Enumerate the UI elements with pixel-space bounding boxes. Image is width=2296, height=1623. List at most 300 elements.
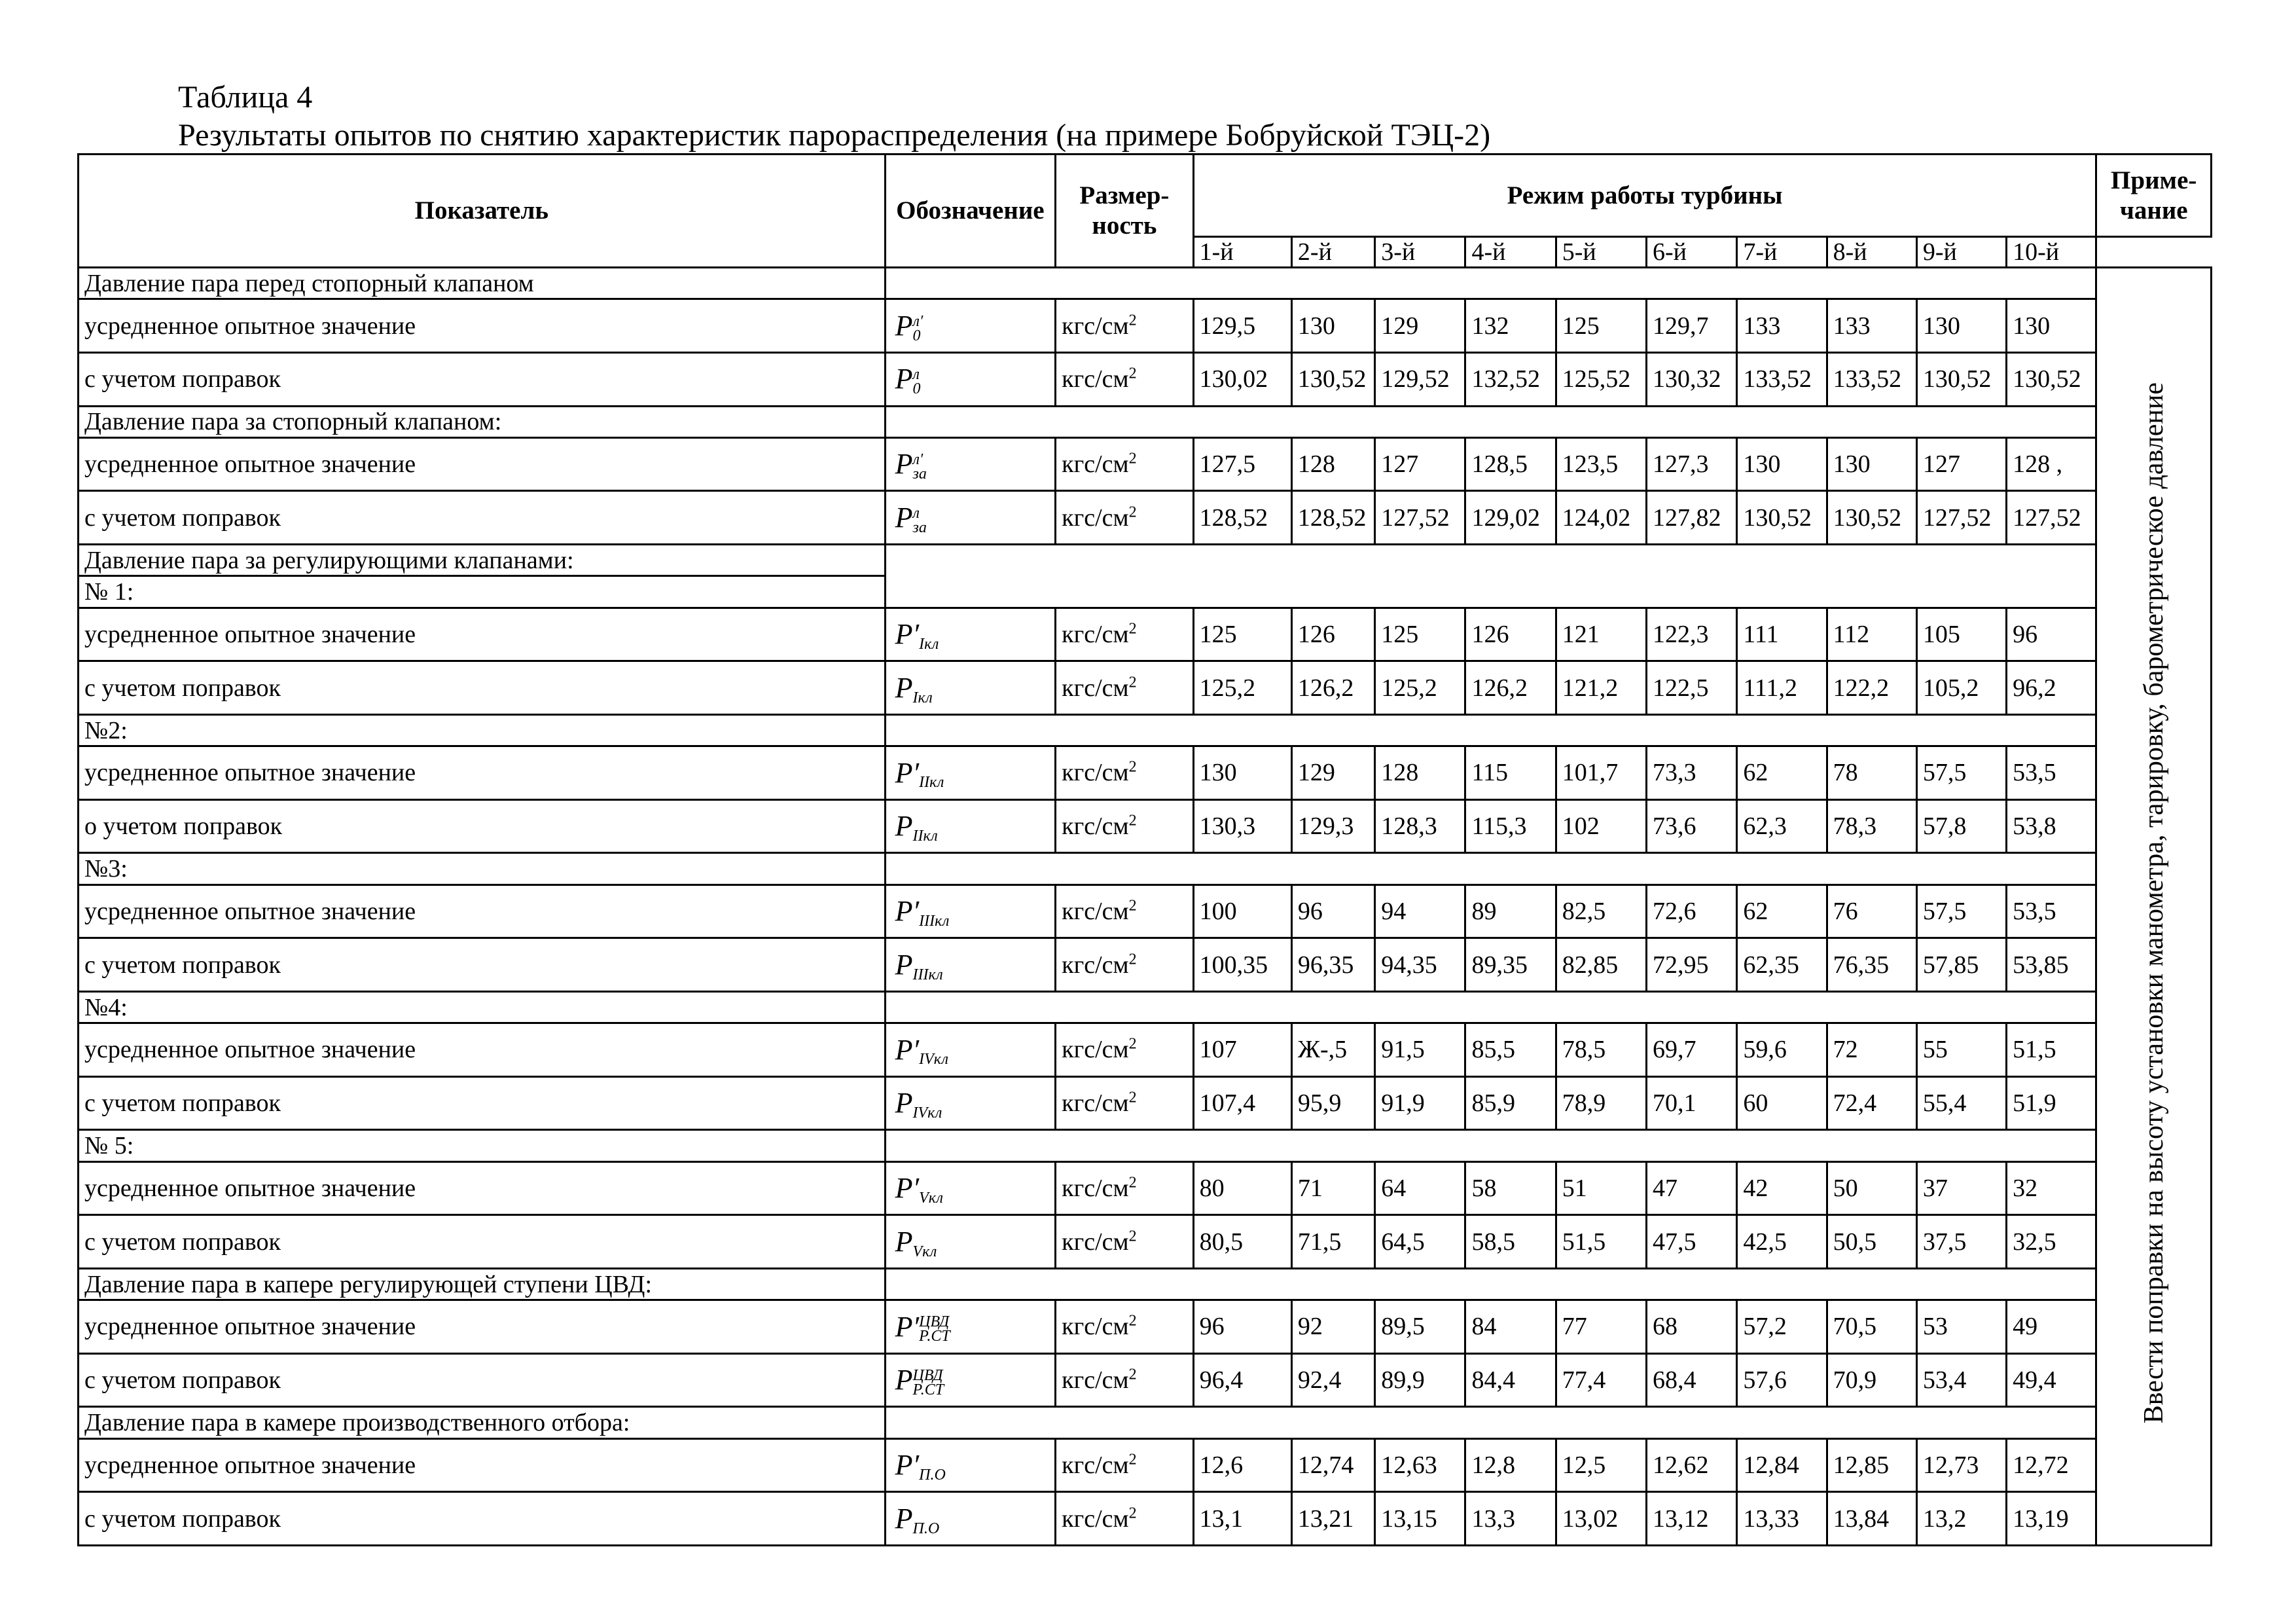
unit-text: кгс/см xyxy=(1062,1089,1129,1118)
row-label: с учетом поправок xyxy=(79,938,886,992)
symbol-main: P xyxy=(895,948,913,981)
unit-text: кгс/см xyxy=(1062,503,1129,532)
group-blank xyxy=(885,406,2096,437)
symbol-main: P xyxy=(895,448,913,481)
row-symbol xyxy=(885,1023,1056,1077)
value-cell: 77 xyxy=(1556,1300,1646,1354)
table-row xyxy=(79,884,2212,938)
unit-text: кгс/см xyxy=(1062,1228,1129,1256)
value-cell: 132 xyxy=(1465,299,1556,353)
value-cell: 130,52 xyxy=(1291,352,1374,406)
group-title: Давление пара за регулирующими клапанами: xyxy=(79,545,886,576)
value-cell: 68,4 xyxy=(1647,1353,1737,1407)
value-cell: 121 xyxy=(1556,608,1646,661)
value-cell: 62,3 xyxy=(1737,799,1827,853)
row-label: с учетом поправок xyxy=(79,491,886,545)
value-cell: 55 xyxy=(1916,1023,2006,1077)
row-label: с учетом поправок xyxy=(79,1076,886,1130)
value-cell: 50 xyxy=(1827,1161,1916,1215)
group-title: №4: xyxy=(79,991,886,1023)
value-cell: 123,5 xyxy=(1556,437,1646,491)
value-cell: 62 xyxy=(1737,746,1827,800)
group-title: Давление пара в капере регулирующей ступени ЦВД: xyxy=(79,1268,886,1300)
unit-exponent: 2 xyxy=(1128,1366,1137,1383)
symbol-main: P′ xyxy=(895,895,920,928)
value-cell: 12,72 xyxy=(2007,1438,2096,1492)
value-cell: 89 xyxy=(1465,884,1556,938)
value-cell: 124,02 xyxy=(1556,491,1646,545)
symbol-main: P xyxy=(895,309,913,342)
value-cell: 129,52 xyxy=(1375,352,1465,406)
unit-text: кгс/см xyxy=(1062,674,1129,702)
row-unit xyxy=(1056,1076,1193,1130)
unit-exponent: 2 xyxy=(1128,1089,1137,1106)
value-cell: 37,5 xyxy=(1916,1215,2006,1269)
row-unit xyxy=(1056,437,1193,491)
value-cell: 84 xyxy=(1465,1300,1556,1354)
value-cell: 72,6 xyxy=(1647,884,1737,938)
value-cell: 133,52 xyxy=(1737,352,1827,406)
value-cell: 57,85 xyxy=(1916,938,2006,992)
value-cell: 128 xyxy=(1291,437,1374,491)
value-cell: 130 xyxy=(1291,299,1374,353)
note-cell xyxy=(2096,268,2212,1546)
value-cell: 51,9 xyxy=(2007,1076,2096,1130)
unit-exponent: 2 xyxy=(1128,897,1137,915)
value-cell: 84,4 xyxy=(1465,1353,1556,1407)
unit-exponent: 2 xyxy=(1128,673,1137,691)
value-cell: 130,52 xyxy=(1916,352,2006,406)
row-unit xyxy=(1056,746,1193,800)
unit-text: кгс/см xyxy=(1062,1036,1129,1064)
value-cell: 57,2 xyxy=(1737,1300,1827,1354)
value-cell: 62 xyxy=(1737,884,1827,938)
unit-text: кгс/см xyxy=(1062,812,1129,841)
value-cell: 70,1 xyxy=(1647,1076,1737,1130)
unit-exponent: 2 xyxy=(1128,1227,1137,1245)
value-cell: 127,5 xyxy=(1193,437,1291,491)
value-cell: 55,4 xyxy=(1916,1076,2006,1130)
value-cell: 92 xyxy=(1291,1300,1374,1354)
value-cell: 122,5 xyxy=(1647,661,1737,715)
symbol-subscript: IVкл xyxy=(912,1104,942,1122)
row-unit xyxy=(1056,491,1193,545)
mode-header-cell: 5-й xyxy=(1556,237,1646,268)
row-label: усредненное опытное значение xyxy=(79,437,886,491)
value-cell: 128,3 xyxy=(1375,799,1465,853)
value-cell: 95,9 xyxy=(1291,1076,1374,1130)
symbol-subscript: за xyxy=(912,465,927,483)
value-cell: 32 xyxy=(2007,1161,2096,1215)
row-label: усредненное опытное значение xyxy=(79,1023,886,1077)
value-cell: 130,52 xyxy=(2007,352,2096,406)
row-symbol xyxy=(885,938,1056,992)
group-blank xyxy=(885,853,2096,884)
table-row xyxy=(79,1215,2212,1269)
group-blank xyxy=(885,545,2096,608)
row-symbol xyxy=(885,746,1056,800)
value-cell: 53,4 xyxy=(1916,1353,2006,1407)
symbol-superscript: л xyxy=(912,366,920,384)
value-cell: 111 xyxy=(1737,608,1827,661)
value-cell: 62,35 xyxy=(1737,938,1827,992)
symbol-main: P′ xyxy=(895,1033,920,1066)
value-cell: 112 xyxy=(1827,608,1916,661)
value-cell: 133 xyxy=(1827,299,1916,353)
symbol-subscript: IIIкл xyxy=(912,966,943,983)
value-cell: 128,5 xyxy=(1465,437,1556,491)
value-cell: 13,21 xyxy=(1291,1492,1374,1546)
value-cell: 53 xyxy=(1916,1300,2006,1354)
value-cell: 107 xyxy=(1193,1023,1291,1077)
row-symbol xyxy=(885,1161,1056,1215)
value-cell: 128,52 xyxy=(1291,491,1374,545)
row-label: усредненное опытное значение xyxy=(79,608,886,661)
value-cell: 125 xyxy=(1193,608,1291,661)
unit-exponent: 2 xyxy=(1128,1451,1137,1468)
row-unit xyxy=(1056,352,1193,406)
value-cell: 70,5 xyxy=(1827,1300,1916,1354)
value-cell: 76,35 xyxy=(1827,938,1916,992)
value-cell: 130,32 xyxy=(1647,352,1737,406)
value-cell: 101,7 xyxy=(1556,746,1646,800)
row-symbol xyxy=(885,1492,1056,1546)
row-label: усредненное опытное значение xyxy=(79,1438,886,1492)
row-symbol xyxy=(885,1300,1056,1354)
symbol-main: P xyxy=(895,810,913,843)
row-symbol xyxy=(885,1215,1056,1269)
value-cell: 122,3 xyxy=(1647,608,1737,661)
row-symbol xyxy=(885,1438,1056,1492)
value-cell: 130 xyxy=(1193,746,1291,800)
value-cell: 51,5 xyxy=(1556,1215,1646,1269)
value-cell: 85,5 xyxy=(1465,1023,1556,1077)
value-cell: 13,1 xyxy=(1193,1492,1291,1546)
mode-header-cell: 4-й xyxy=(1465,237,1556,268)
value-cell: 49,4 xyxy=(2007,1353,2096,1407)
value-cell: 12,73 xyxy=(1916,1438,2006,1492)
group-blank xyxy=(885,1407,2096,1438)
value-cell: 127,52 xyxy=(1375,491,1465,545)
value-cell: 78,5 xyxy=(1556,1023,1646,1077)
mode-header-cell: 10-й xyxy=(2007,237,2096,268)
group-blank xyxy=(885,1268,2096,1300)
row-symbol xyxy=(885,1076,1056,1130)
value-cell: 80,5 xyxy=(1193,1215,1291,1269)
value-cell: 125,2 xyxy=(1375,661,1465,715)
row-label: усредненное опытное значение xyxy=(79,1161,886,1215)
row-label: о учетом поправок xyxy=(79,799,886,853)
value-cell: 13,2 xyxy=(1916,1492,2006,1546)
value-cell: 12,63 xyxy=(1375,1438,1465,1492)
symbol-main: P xyxy=(895,1364,913,1396)
value-cell: 12,74 xyxy=(1291,1438,1374,1492)
row-symbol xyxy=(885,299,1056,353)
symbol-main: P′ xyxy=(895,1449,920,1482)
row-unit xyxy=(1056,1023,1193,1077)
value-cell: 64,5 xyxy=(1375,1215,1465,1269)
unit-exponent: 2 xyxy=(1128,450,1137,467)
unit-exponent: 2 xyxy=(1128,1174,1137,1192)
value-cell: 111,2 xyxy=(1737,661,1827,715)
mode-header-cell: 7-й xyxy=(1737,237,1827,268)
row-unit xyxy=(1056,1353,1193,1407)
value-cell: 13,15 xyxy=(1375,1492,1465,1546)
value-cell: 127 xyxy=(1916,437,2006,491)
value-cell: 13,33 xyxy=(1737,1492,1827,1546)
value-cell: 126,2 xyxy=(1465,661,1556,715)
symbol-main: P xyxy=(895,1087,913,1120)
row-unit xyxy=(1056,799,1193,853)
value-cell: 130,3 xyxy=(1193,799,1291,853)
symbol-subscript: Р.СТ xyxy=(912,1381,944,1398)
value-cell: 72,4 xyxy=(1827,1076,1916,1130)
row-symbol xyxy=(885,1353,1056,1407)
value-cell: 51 xyxy=(1556,1161,1646,1215)
value-cell: 115 xyxy=(1465,746,1556,800)
value-cell: 53,5 xyxy=(2007,884,2096,938)
value-cell: 128 xyxy=(1375,746,1465,800)
table-row xyxy=(79,1353,2212,1407)
row-unit xyxy=(1056,1438,1193,1492)
value-cell: 127,3 xyxy=(1647,437,1737,491)
table-row xyxy=(79,299,2212,353)
value-cell: 91,9 xyxy=(1375,1076,1465,1130)
unit-text: кгс/см xyxy=(1062,1504,1129,1533)
value-cell: 80 xyxy=(1193,1161,1291,1215)
table-row xyxy=(79,1076,2212,1130)
value-cell: 85,9 xyxy=(1465,1076,1556,1130)
value-cell: 32,5 xyxy=(2007,1215,2096,1269)
value-cell: 42,5 xyxy=(1737,1215,1827,1269)
unit-text: кгс/см xyxy=(1062,1366,1129,1395)
group-title: №3: xyxy=(79,853,886,884)
value-cell: 129 xyxy=(1375,299,1465,353)
value-cell: 96,2 xyxy=(2007,661,2096,715)
unit-text: кгс/см xyxy=(1062,1313,1129,1341)
symbol-subscript: Iкл xyxy=(919,635,939,653)
value-cell: 130,02 xyxy=(1193,352,1291,406)
table-row xyxy=(79,1300,2212,1354)
value-cell: 94 xyxy=(1375,884,1465,938)
value-cell: 71,5 xyxy=(1291,1215,1374,1269)
unit-text: кгс/см xyxy=(1062,759,1129,787)
value-cell: 77,4 xyxy=(1556,1353,1646,1407)
table-title: Результаты опытов по снятию характеристик парораспределения (на примере Бобруйской ТЭЦ-2) xyxy=(178,118,1491,153)
unit-exponent: 2 xyxy=(1128,1035,1137,1053)
value-cell: 12,8 xyxy=(1465,1438,1556,1492)
value-cell: 94,35 xyxy=(1375,938,1465,992)
table-row xyxy=(79,437,2212,491)
row-unit xyxy=(1056,661,1193,715)
value-cell: 64 xyxy=(1375,1161,1465,1215)
group-title: №2: xyxy=(79,714,886,746)
symbol-main: P xyxy=(895,1225,913,1258)
value-cell: 53,85 xyxy=(2007,938,2096,992)
symbol-main: P′ xyxy=(895,1310,920,1343)
value-cell: 125 xyxy=(1556,299,1646,353)
value-cell: 51,5 xyxy=(2007,1023,2096,1077)
row-unit xyxy=(1056,1300,1193,1354)
symbol-main: P xyxy=(895,1502,913,1535)
value-cell: 89,5 xyxy=(1375,1300,1465,1354)
row-symbol xyxy=(885,352,1056,406)
row-unit xyxy=(1056,884,1193,938)
group-title: Давление пара в камере производственного отбора: xyxy=(79,1407,886,1438)
row-label: усредненное опытное значение xyxy=(79,884,886,938)
symbol-superscript: ЦВД xyxy=(912,1367,943,1384)
table-row xyxy=(79,661,2212,715)
row-symbol xyxy=(885,608,1056,661)
value-cell: 13,12 xyxy=(1647,1492,1737,1546)
row-symbol xyxy=(885,661,1056,715)
value-cell: 13,02 xyxy=(1556,1492,1646,1546)
value-cell: 96,4 xyxy=(1193,1353,1291,1407)
value-cell: 53,8 xyxy=(2007,799,2096,853)
value-cell: 82,85 xyxy=(1556,938,1646,992)
value-cell: 73,3 xyxy=(1647,746,1737,800)
table-row xyxy=(79,1438,2212,1492)
header-mode: Режим работы турбины xyxy=(1193,155,2096,237)
symbol-subscript: Р.СТ xyxy=(919,1328,950,1345)
row-label: с учетом поправок xyxy=(79,1492,886,1546)
value-cell: 76 xyxy=(1827,884,1916,938)
row-unit xyxy=(1056,1492,1193,1546)
value-cell: 129,02 xyxy=(1465,491,1556,545)
value-cell: 13,84 xyxy=(1827,1492,1916,1546)
value-cell: 47,5 xyxy=(1647,1215,1737,1269)
value-cell: 130 xyxy=(1827,437,1916,491)
row-unit xyxy=(1056,1161,1193,1215)
row-symbol xyxy=(885,491,1056,545)
mode-header-cell: 3-й xyxy=(1375,237,1465,268)
unit-exponent: 2 xyxy=(1128,950,1137,968)
value-cell: 89,9 xyxy=(1375,1353,1465,1407)
group-title: Давление пара перед стопорный клапаном xyxy=(79,268,886,299)
value-cell: 13,19 xyxy=(2007,1492,2096,1546)
symbol-main: P′ xyxy=(895,618,920,651)
symbol-superscript: ЦВД xyxy=(919,1313,950,1331)
value-cell: 130,52 xyxy=(1827,491,1916,545)
value-cell: 57,6 xyxy=(1737,1353,1827,1407)
symbol-main: P′ xyxy=(895,1172,920,1205)
value-cell: 12,5 xyxy=(1556,1438,1646,1492)
value-cell: 125 xyxy=(1375,608,1465,661)
value-cell: 12,84 xyxy=(1737,1438,1827,1492)
table-row xyxy=(79,799,2212,853)
value-cell: 122,2 xyxy=(1827,661,1916,715)
value-cell: 126 xyxy=(1465,608,1556,661)
value-cell: 57,5 xyxy=(1916,884,2006,938)
symbol-superscript: л′ xyxy=(912,451,924,469)
header-note: Приме-чание xyxy=(2096,155,2212,237)
value-cell: 130,52 xyxy=(1737,491,1827,545)
group-blank xyxy=(885,714,2096,746)
row-label: с учетом поправок xyxy=(79,1215,886,1269)
unit-exponent: 2 xyxy=(1128,812,1137,830)
value-cell: 59,6 xyxy=(1737,1023,1827,1077)
symbol-subscript: 0 xyxy=(912,380,921,398)
value-cell: 13,3 xyxy=(1465,1492,1556,1546)
value-cell: 128 , xyxy=(2007,437,2096,491)
table-row xyxy=(79,1161,2212,1215)
unit-text: кгс/см xyxy=(1062,1451,1129,1479)
value-cell: 82,5 xyxy=(1556,884,1646,938)
value-cell: 50,5 xyxy=(1827,1215,1916,1269)
value-cell: 42 xyxy=(1737,1161,1827,1215)
mode-header-cell: 1-й xyxy=(1193,237,1291,268)
value-cell: 96 xyxy=(1193,1300,1291,1354)
value-cell: 89,35 xyxy=(1465,938,1556,992)
symbol-subscript: Vкл xyxy=(919,1189,943,1207)
value-cell: 58,5 xyxy=(1465,1215,1556,1269)
value-cell: 37 xyxy=(1916,1161,2006,1215)
row-label: с учетом поправок xyxy=(79,661,886,715)
value-cell: 125,52 xyxy=(1556,352,1646,406)
symbol-main: P′ xyxy=(895,756,920,789)
value-cell: 96 xyxy=(2007,608,2096,661)
row-label: с учетом поправок xyxy=(79,352,886,406)
value-cell: 127,82 xyxy=(1647,491,1737,545)
value-cell: 128,52 xyxy=(1193,491,1291,545)
value-cell: 133 xyxy=(1737,299,1827,353)
row-unit xyxy=(1056,608,1193,661)
group-subtitle: № 1: xyxy=(79,576,886,608)
group-blank xyxy=(885,268,2096,299)
value-cell: 96,35 xyxy=(1291,938,1374,992)
unit-exponent: 2 xyxy=(1128,311,1137,329)
value-cell: 102 xyxy=(1556,799,1646,853)
value-cell: 92,4 xyxy=(1291,1353,1374,1407)
value-cell: 105,2 xyxy=(1916,661,2006,715)
value-cell: 78 xyxy=(1827,746,1916,800)
value-cell: 121,2 xyxy=(1556,661,1646,715)
unit-text: кгс/см xyxy=(1062,951,1129,979)
symbol-main: P xyxy=(895,501,913,534)
row-label: усредненное опытное значение xyxy=(79,299,886,353)
header-dimension: Размер-ность xyxy=(1056,155,1193,268)
value-cell: 71 xyxy=(1291,1161,1374,1215)
value-cell: 58 xyxy=(1465,1161,1556,1215)
value-cell: 73,6 xyxy=(1647,799,1737,853)
value-cell: 57,5 xyxy=(1916,746,2006,800)
mode-header-cell: 6-й xyxy=(1647,237,1737,268)
group-title: № 5: xyxy=(79,1130,886,1161)
symbol-superscript: л xyxy=(912,504,920,522)
value-cell: 12,62 xyxy=(1647,1438,1737,1492)
table-row xyxy=(79,938,2212,992)
symbol-main: P xyxy=(895,671,913,704)
row-label: с учетом поправок xyxy=(79,1353,886,1407)
header-designation: Обозначение xyxy=(885,155,1056,268)
value-cell: 129,7 xyxy=(1647,299,1737,353)
unit-exponent: 2 xyxy=(1128,503,1137,521)
unit-text: кгс/см xyxy=(1062,450,1129,479)
value-cell: 69,7 xyxy=(1647,1023,1737,1077)
table-row xyxy=(79,608,2212,661)
unit-exponent: 2 xyxy=(1128,365,1137,382)
unit-text: кгс/см xyxy=(1062,365,1129,393)
header-indicator: Показатель xyxy=(79,155,886,268)
value-cell: 126,2 xyxy=(1291,661,1374,715)
symbol-subscript: П.О xyxy=(912,1520,940,1537)
table-row xyxy=(79,1023,2212,1077)
symbol-subscript: за xyxy=(912,519,927,536)
group-blank xyxy=(885,991,2096,1023)
value-cell: 60 xyxy=(1737,1076,1827,1130)
unit-text: кгс/см xyxy=(1062,312,1129,340)
unit-exponent: 2 xyxy=(1128,758,1137,776)
